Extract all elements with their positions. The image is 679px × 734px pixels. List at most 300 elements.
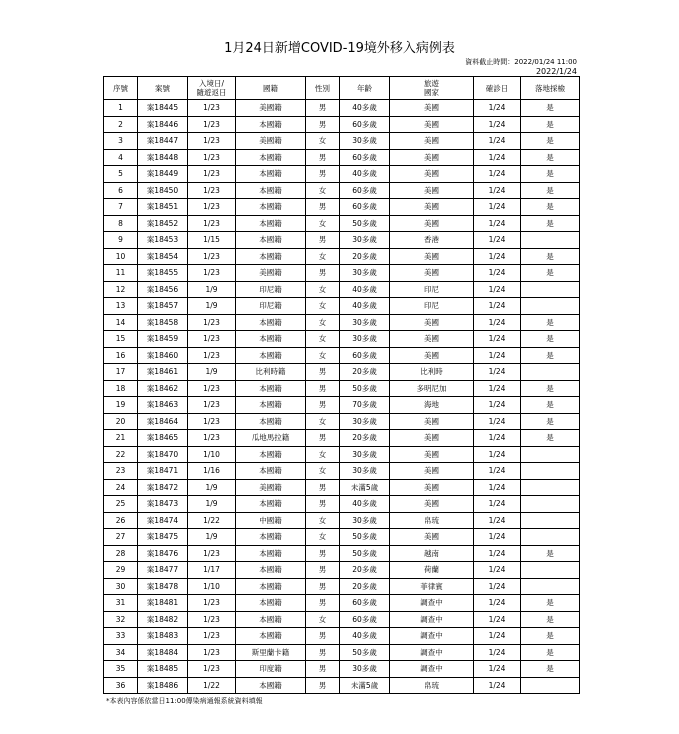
table-row (104, 644, 580, 661)
table-row (104, 479, 580, 496)
table-cell: 17 (104, 364, 138, 381)
column-header: 年齡 (340, 77, 390, 100)
table-cell: 香港 (390, 232, 474, 249)
table-cell: 男 (306, 677, 340, 694)
table-cell: 是 (521, 413, 580, 430)
table-cell: 12 (104, 281, 138, 298)
table-cell: 女 (306, 182, 340, 199)
table-row (104, 199, 580, 216)
table-cell: 美國籍 (236, 100, 306, 117)
table-cell: 男 (306, 380, 340, 397)
table-cell: 本國籍 (236, 677, 306, 694)
table-cell: 女 (306, 215, 340, 232)
table-cell: 比利時 (390, 364, 474, 381)
table-cell: 是 (521, 628, 580, 645)
table-cell: 案18474 (138, 512, 188, 529)
table-row (104, 677, 580, 694)
table-cell: 30多歲 (340, 512, 390, 529)
table-cell: 男 (306, 545, 340, 562)
table-cell: 男 (306, 628, 340, 645)
table-cell: 1/23 (188, 182, 236, 199)
table-row (104, 248, 580, 265)
table-cell: 是 (521, 331, 580, 348)
page-title: 1月24日新增COVID-19境外移入病例表 (224, 41, 455, 56)
table-cell: 帛琉 (390, 512, 474, 529)
table-cell: 調查中 (390, 628, 474, 645)
table-cell: 案18465 (138, 430, 188, 447)
table-cell: 7 (104, 199, 138, 216)
table-cell (521, 232, 580, 249)
table-cell: 本國籍 (236, 496, 306, 513)
table-cell (521, 578, 580, 595)
table-cell: 1/23 (188, 166, 236, 183)
table-cell: 20多歲 (340, 430, 390, 447)
table-cell: 案18448 (138, 149, 188, 166)
table-cell: 1/23 (188, 100, 236, 117)
table-cell: 16 (104, 347, 138, 364)
table-cell: 1/23 (188, 314, 236, 331)
table-cell: 1/9 (188, 496, 236, 513)
table-cell: 是 (521, 397, 580, 414)
table-cell: 美國 (390, 430, 474, 447)
table-cell: 1/24 (474, 430, 521, 447)
data-cutoff-time: 資料截止時間：2022/01/24 11:00 (465, 58, 577, 66)
table-cell: 30多歲 (340, 265, 390, 282)
table-cell: 案18482 (138, 611, 188, 628)
table-cell: 1/10 (188, 578, 236, 595)
table-cell (521, 446, 580, 463)
table-cell: 案18462 (138, 380, 188, 397)
table-cell: 1/9 (188, 281, 236, 298)
table-cell: 本國籍 (236, 562, 306, 579)
table-cell: 1/23 (188, 133, 236, 150)
table-cell: 案18455 (138, 265, 188, 282)
table-cell: 1/24 (474, 265, 521, 282)
table-cell: 30多歲 (340, 133, 390, 150)
table-cell: 60多歲 (340, 149, 390, 166)
table-cell: 本國籍 (236, 380, 306, 397)
table-cell (521, 281, 580, 298)
table-cell: 1/9 (188, 479, 236, 496)
table-cell: 是 (521, 430, 580, 447)
table-cell: 20 (104, 413, 138, 430)
table-cell: 1/24 (474, 149, 521, 166)
table-cell: 是 (521, 116, 580, 133)
table-row (104, 116, 580, 133)
table-row (104, 182, 580, 199)
table-cell: 1/24 (474, 562, 521, 579)
table-cell (521, 298, 580, 315)
table-row (104, 347, 580, 364)
table-cell: 案18446 (138, 116, 188, 133)
table-cell: 荷蘭 (390, 562, 474, 579)
table-cell: 30 (104, 578, 138, 595)
table-cell: 1/24 (474, 248, 521, 265)
table-cell: 1/24 (474, 595, 521, 612)
column-header: 入境日/ 隨遊返日 (188, 77, 236, 100)
table-cell: 女 (306, 281, 340, 298)
table-cell: 男 (306, 149, 340, 166)
table-cell: 5 (104, 166, 138, 183)
table-cell: 8 (104, 215, 138, 232)
table-cell: 案18473 (138, 496, 188, 513)
table-cell: 是 (521, 215, 580, 232)
table-cell: 1/23 (188, 331, 236, 348)
table-cell: 是 (521, 314, 580, 331)
table-cell: 9 (104, 232, 138, 249)
table-body (104, 100, 580, 694)
table-header (104, 77, 580, 100)
table-cell: 是 (521, 265, 580, 282)
table-cell: 女 (306, 529, 340, 546)
table-cell: 美國 (390, 248, 474, 265)
table-cell: 1/24 (474, 413, 521, 430)
table-cell: 男 (306, 595, 340, 612)
table-cell (521, 463, 580, 480)
table-cell: 1/24 (474, 314, 521, 331)
table-cell: 30多歲 (340, 413, 390, 430)
table-cell: 美國 (390, 215, 474, 232)
table-cell: 70多歲 (340, 397, 390, 414)
table-cell: 男 (306, 166, 340, 183)
column-header: 序號 (104, 77, 138, 100)
table-row (104, 133, 580, 150)
table-cell: 1/23 (188, 628, 236, 645)
table-cell: 美國 (390, 116, 474, 133)
table-cell: 是 (521, 611, 580, 628)
table-cell: 是 (521, 133, 580, 150)
table-cell: 50多歲 (340, 215, 390, 232)
table-row (104, 595, 580, 612)
table-cell: 50多歲 (340, 380, 390, 397)
table-cell: 案18457 (138, 298, 188, 315)
table-cell: 美國 (390, 166, 474, 183)
table-cell: 60多歲 (340, 611, 390, 628)
table-cell: 13 (104, 298, 138, 315)
table-cell: 案18463 (138, 397, 188, 414)
table-cell: 本國籍 (236, 578, 306, 595)
table-row (104, 413, 580, 430)
table-cell: 30多歲 (340, 446, 390, 463)
table-cell: 1/24 (474, 677, 521, 694)
table-cell: 1/24 (474, 133, 521, 150)
table-cell: 本國籍 (236, 611, 306, 628)
table-cell: 美國 (390, 199, 474, 216)
table-cell: 美國 (390, 479, 474, 496)
table-cell: 1/24 (474, 380, 521, 397)
table-cell: 1/23 (188, 116, 236, 133)
table-cell: 36 (104, 677, 138, 694)
table-cell: 美國 (390, 496, 474, 513)
table-cell: 是 (521, 380, 580, 397)
table-cell: 40多歲 (340, 281, 390, 298)
table-cell: 1/24 (474, 479, 521, 496)
table-cell: 案18450 (138, 182, 188, 199)
table-cell: 男 (306, 479, 340, 496)
table-cell: 案18452 (138, 215, 188, 232)
table-cell: 男 (306, 397, 340, 414)
table-cell: 本國籍 (236, 314, 306, 331)
table-cell: 案18477 (138, 562, 188, 579)
table-cell: 案18476 (138, 545, 188, 562)
table-cell: 33 (104, 628, 138, 645)
table-cell: 18 (104, 380, 138, 397)
table-cell: 是 (521, 166, 580, 183)
table-row (104, 628, 580, 645)
table-cell: 1/23 (188, 149, 236, 166)
table-cell: 美國籍 (236, 479, 306, 496)
table-cell: 案18483 (138, 628, 188, 645)
column-header: 確診日 (474, 77, 521, 100)
table-cell: 1/24 (474, 611, 521, 628)
table-cell: 1/23 (188, 380, 236, 397)
table-cell: 30多歲 (340, 463, 390, 480)
table-cell: 1/23 (188, 199, 236, 216)
table-cell: 35 (104, 661, 138, 678)
table-cell: 案18447 (138, 133, 188, 150)
table-cell: 20多歲 (340, 562, 390, 579)
table-cell: 1/24 (474, 166, 521, 183)
table-cell: 1/23 (188, 595, 236, 612)
table-cell: 未滿5歲 (340, 479, 390, 496)
table-cell: 本國籍 (236, 116, 306, 133)
column-header: 性別 (306, 77, 340, 100)
table-cell: 50多歲 (340, 545, 390, 562)
table-cell: 美國 (390, 347, 474, 364)
table-cell: 男 (306, 116, 340, 133)
column-header: 案號 (138, 77, 188, 100)
table-cell: 美國 (390, 413, 474, 430)
table-row (104, 463, 580, 480)
table-cell: 6 (104, 182, 138, 199)
table-cell: 本國籍 (236, 595, 306, 612)
table-cell: 女 (306, 331, 340, 348)
table-cell: 是 (521, 661, 580, 678)
table-cell: 1/24 (474, 397, 521, 414)
table-cell: 40多歲 (340, 628, 390, 645)
table-cell: 本國籍 (236, 149, 306, 166)
table-cell: 是 (521, 545, 580, 562)
table-cell: 15 (104, 331, 138, 348)
table-row (104, 661, 580, 678)
table-cell: 案18458 (138, 314, 188, 331)
table-cell: 案18485 (138, 661, 188, 678)
table-cell: 1 (104, 100, 138, 117)
table-cell: 20多歲 (340, 248, 390, 265)
table-cell (521, 562, 580, 579)
table-cell: 20多歲 (340, 364, 390, 381)
table-row (104, 215, 580, 232)
table-cell: 帛琉 (390, 677, 474, 694)
table-cell: 案18456 (138, 281, 188, 298)
table-cell: 男 (306, 199, 340, 216)
table-cell: 1/9 (188, 364, 236, 381)
table-cell: 本國籍 (236, 182, 306, 199)
table-cell: 是 (521, 248, 580, 265)
table-cell: 1/24 (474, 545, 521, 562)
table-cell: 菲律賓 (390, 578, 474, 595)
table-cell: 1/24 (474, 644, 521, 661)
table-cell: 1/17 (188, 562, 236, 579)
column-header: 旅遊 國家 (390, 77, 474, 100)
table-cell: 是 (521, 347, 580, 364)
table-cell: 調查中 (390, 644, 474, 661)
table-cell: 美國 (390, 314, 474, 331)
table-cell: 本國籍 (236, 397, 306, 414)
table-row (104, 496, 580, 513)
table-cell: 案18481 (138, 595, 188, 612)
table-cell: 40多歲 (340, 298, 390, 315)
table-cell: 案18484 (138, 644, 188, 661)
table-cell: 未滿5歲 (340, 677, 390, 694)
table-cell: 本國籍 (236, 331, 306, 348)
table-row (104, 512, 580, 529)
table-cell: 1/23 (188, 397, 236, 414)
table-cell: 30多歲 (340, 314, 390, 331)
table-cell: 50多歲 (340, 529, 390, 546)
table-cell (521, 529, 580, 546)
table-cell: 1/24 (474, 364, 521, 381)
table-cell: 美國 (390, 149, 474, 166)
table-cell: 女 (306, 413, 340, 430)
table-cell: 60多歲 (340, 116, 390, 133)
table-cell: 1/24 (474, 463, 521, 480)
table-cell: 1/24 (474, 529, 521, 546)
table-cell: 1/23 (188, 661, 236, 678)
table-cell: 印尼籍 (236, 298, 306, 315)
table-cell: 28 (104, 545, 138, 562)
table-cell: 是 (521, 182, 580, 199)
table-row (104, 265, 580, 282)
table-cell: 美國籍 (236, 133, 306, 150)
table-cell: 中國籍 (236, 512, 306, 529)
table-cell: 19 (104, 397, 138, 414)
table-cell: 案18471 (138, 463, 188, 480)
table-cell: 1/23 (188, 430, 236, 447)
table-cell: 1/23 (188, 347, 236, 364)
table-cell: 美國籍 (236, 265, 306, 282)
table-cell: 瓜地馬拉籍 (236, 430, 306, 447)
table-row (104, 545, 580, 562)
table-cell: 女 (306, 133, 340, 150)
table-cell: 男 (306, 562, 340, 579)
table-row (104, 397, 580, 414)
table-cell: 本國籍 (236, 628, 306, 645)
table-cell: 1/23 (188, 265, 236, 282)
table-cell: 1/24 (474, 578, 521, 595)
table-cell: 1/23 (188, 611, 236, 628)
table-cell: 美國 (390, 182, 474, 199)
table-cell: 本國籍 (236, 166, 306, 183)
table-cell: 比利時籍 (236, 364, 306, 381)
table-cell: 女 (306, 347, 340, 364)
table-cell: 美國 (390, 265, 474, 282)
table-cell: 女 (306, 463, 340, 480)
table-cell: 調查中 (390, 661, 474, 678)
table-cell: 案18470 (138, 446, 188, 463)
table-row (104, 100, 580, 117)
table-cell: 1/23 (188, 413, 236, 430)
table-cell: 案18451 (138, 199, 188, 216)
table-cell: 1/9 (188, 529, 236, 546)
table-cell: 1/22 (188, 677, 236, 694)
table-cell: 本國籍 (236, 545, 306, 562)
table-cell: 21 (104, 430, 138, 447)
table-cell: 60多歲 (340, 347, 390, 364)
table-cell: 23 (104, 463, 138, 480)
table-cell: 10 (104, 248, 138, 265)
table-row (104, 380, 580, 397)
table-cell: 1/24 (474, 215, 521, 232)
table-cell: 60多歲 (340, 199, 390, 216)
table-cell: 14 (104, 314, 138, 331)
table-cell: 案18445 (138, 100, 188, 117)
table-cell: 印尼 (390, 281, 474, 298)
table-cell: 男 (306, 100, 340, 117)
table-cell: 40多歲 (340, 496, 390, 513)
table-cell: 本國籍 (236, 215, 306, 232)
table-cell: 1/22 (188, 512, 236, 529)
table-cell: 2 (104, 116, 138, 133)
table-cell: 多明尼加 (390, 380, 474, 397)
table-cell: 本國籍 (236, 232, 306, 249)
table-cell: 1/10 (188, 446, 236, 463)
table-cell: 美國 (390, 331, 474, 348)
table-cell: 女 (306, 298, 340, 315)
table-cell: 1/23 (188, 545, 236, 562)
column-header: 國籍 (236, 77, 306, 100)
table-cell: 男 (306, 232, 340, 249)
table-row (104, 430, 580, 447)
table-cell: 30多歲 (340, 331, 390, 348)
table-cell: 案18449 (138, 166, 188, 183)
table-cell: 25 (104, 496, 138, 513)
table-cell: 男 (306, 364, 340, 381)
table-cell: 男 (306, 265, 340, 282)
table-cell: 11 (104, 265, 138, 282)
table-cell: 本國籍 (236, 529, 306, 546)
table-cell: 22 (104, 446, 138, 463)
table-cell: 調查中 (390, 611, 474, 628)
table-cell: 男 (306, 578, 340, 595)
table-cell: 40多歲 (340, 166, 390, 183)
table-cell: 女 (306, 512, 340, 529)
table-cell: 1/24 (474, 281, 521, 298)
table-cell: 1/24 (474, 628, 521, 645)
table-cell: 女 (306, 248, 340, 265)
table-cell: 本國籍 (236, 463, 306, 480)
table-cell: 1/24 (474, 199, 521, 216)
table-row (104, 314, 580, 331)
table-cell: 60多歲 (340, 595, 390, 612)
table-row (104, 529, 580, 546)
table-cell: 案18459 (138, 331, 188, 348)
table-cell: 30多歲 (340, 232, 390, 249)
table-cell: 31 (104, 595, 138, 612)
table-cell: 1/24 (474, 182, 521, 199)
table-cell: 美國 (390, 446, 474, 463)
table-cell: 1/9 (188, 298, 236, 315)
table-cell: 案18472 (138, 479, 188, 496)
table-row (104, 578, 580, 595)
table-cell: 海地 (390, 397, 474, 414)
table-cell: 本國籍 (236, 347, 306, 364)
table-cell: 1/24 (474, 232, 521, 249)
table-row (104, 232, 580, 249)
table-row (104, 364, 580, 381)
table-row (104, 298, 580, 315)
table-cell: 27 (104, 529, 138, 546)
